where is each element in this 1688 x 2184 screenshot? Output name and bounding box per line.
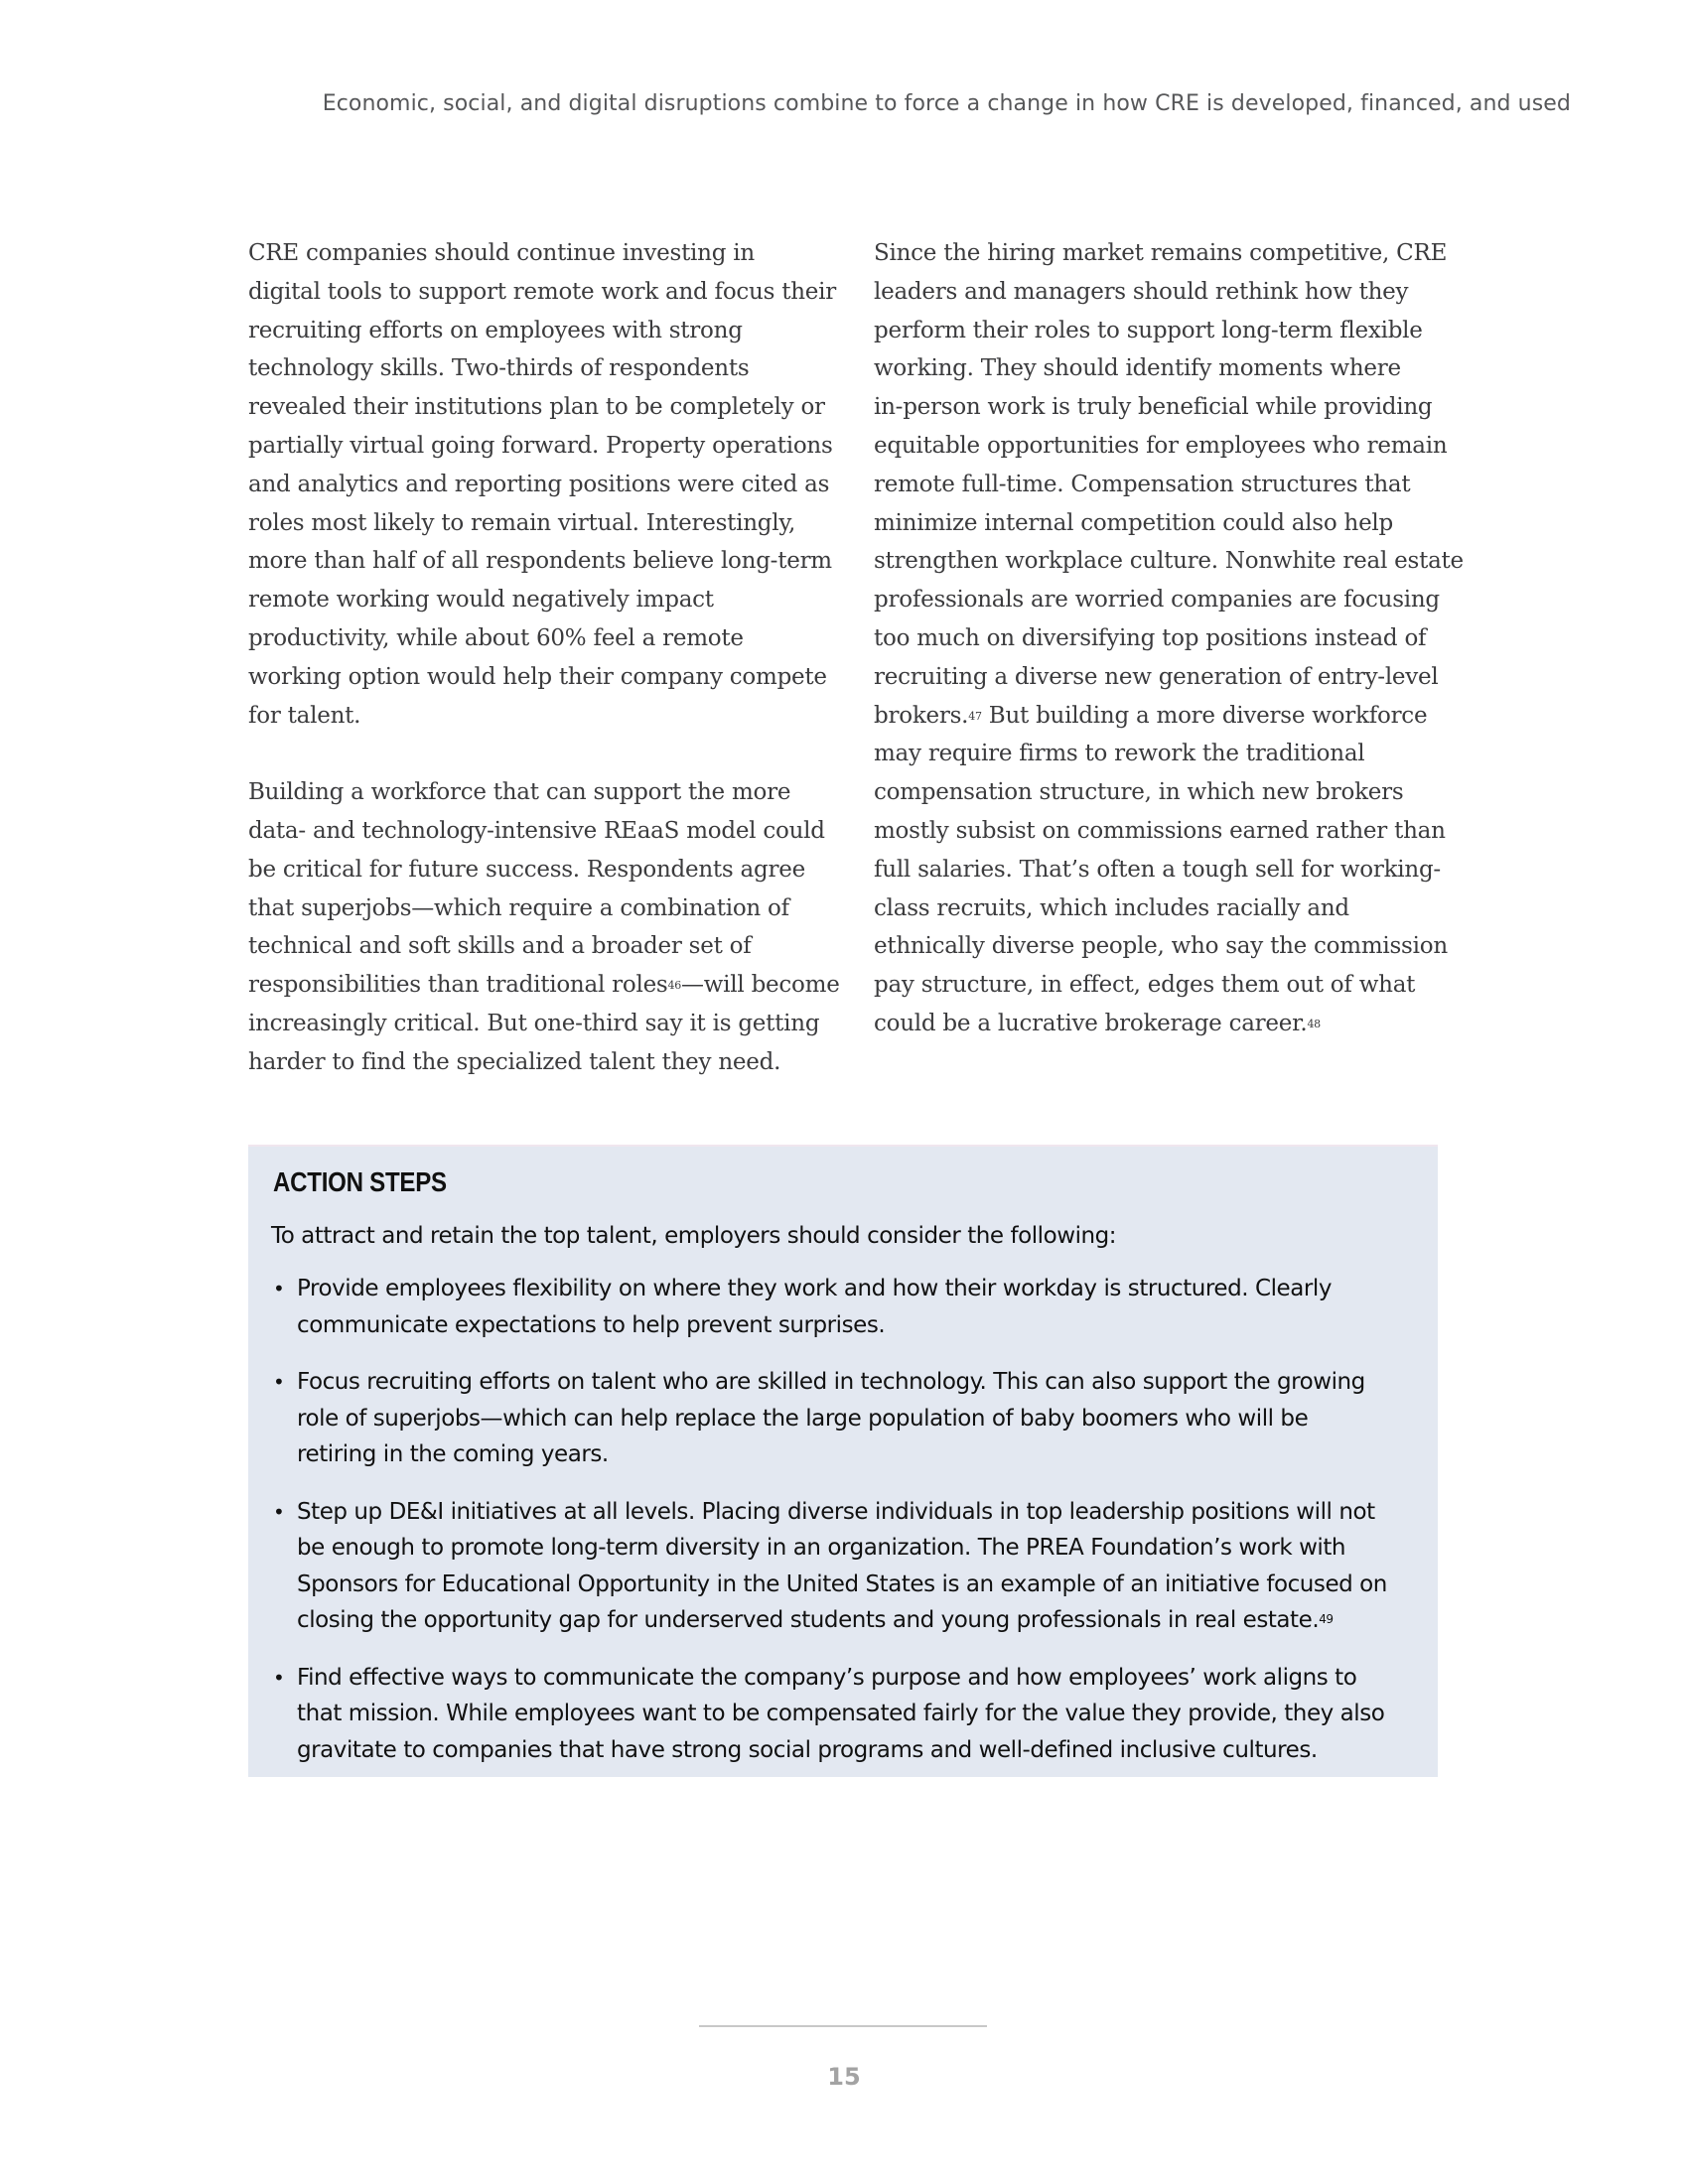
bullet-icon: • — [273, 1499, 285, 1524]
page-number: 15 — [827, 2063, 861, 2091]
text-line: retiring in the coming years. — [297, 1441, 609, 1467]
text-line — [874, 697, 1450, 736]
text-fragment: brokers. — [874, 702, 969, 729]
text-line: and analytics and reporting positions were cited as — [248, 471, 830, 497]
text-line: compensation structure, in which new brokers — [874, 779, 1404, 806]
text-line: working. They should identify moments where — [874, 355, 1401, 382]
text-line: mostly subsist on commissions earned rather than — [874, 817, 1446, 844]
text-line: full salaries. That’s often a tough sell for working- — [874, 856, 1441, 883]
footnote-ref-48[interactable]: 48 — [1307, 1017, 1321, 1030]
bullet-icon: • — [273, 1370, 285, 1394]
text-line — [874, 1005, 1450, 1043]
text-line: digital tools to support remote work and focus their — [248, 278, 836, 305]
text-line: strengthen workplace culture. Nonwhite real estate — [874, 548, 1464, 575]
text-line: productivity, while about 60% feel a remote — [248, 624, 744, 651]
text-line: CRE companies should continue investing in — [248, 240, 755, 266]
list-item — [271, 1494, 1423, 1639]
text-line — [248, 966, 840, 1005]
text-fragment: responsibilities than traditional roles — [248, 972, 668, 999]
left-paragraph-2 — [248, 773, 840, 1081]
text-line: gravitate to companies that have strong social programs and well-defined inclusive cultures. — [297, 1736, 1318, 1763]
text-line: professionals are worried companies are focusing — [874, 587, 1440, 614]
text-line: in-person work is truly beneficial while providing — [874, 394, 1433, 421]
left-column — [248, 234, 840, 1082]
text-line: Step up DE&I initiatives at all levels. Placing diverse individuals in top leadership positions will not — [297, 1498, 1375, 1525]
text-line: pay structure, in effect, edges them out of what — [874, 972, 1416, 999]
text-line: remote working would negatively impact — [248, 587, 714, 614]
text-line: ethnically diverse people, who say the commission — [874, 933, 1448, 960]
text-line: remote full-time. Compensation structures that — [874, 471, 1411, 497]
text-line: harder to find the specialized talent they need. — [248, 1048, 781, 1075]
text-line: Provide employees flexibility on where they work and how their workday is structured. Clearly — [297, 1276, 1332, 1301]
bullet-icon: • — [273, 1277, 285, 1300]
text-line: be critical for future success. Respondents agree — [248, 856, 805, 883]
text-line: minimize internal competition could also help — [874, 509, 1394, 536]
text-line: may require firms to rework the traditional — [874, 741, 1365, 767]
list-item — [271, 1271, 1423, 1343]
footer-divider — [699, 2025, 987, 2027]
text-line: perform their roles to support long-term flexible — [874, 317, 1423, 343]
text-line: for talent. — [248, 702, 361, 729]
action-steps-title: ACTION STEPS — [273, 1166, 447, 1197]
text-fragment: But building a more diverse workforce — [981, 702, 1428, 729]
text-line: recruiting efforts on employees with strong — [248, 317, 743, 343]
text-line: Building a workforce that can support the more — [248, 779, 791, 806]
action-steps-box — [248, 1145, 1438, 1777]
footnote-ref-47[interactable]: 47 — [968, 709, 982, 723]
text-line: Focus recruiting efforts on talent who are skilled in technology. This can also support the growing — [297, 1369, 1365, 1395]
text-line: role of superjobs—which can help replace the large population of baby boomers who will be — [297, 1405, 1309, 1432]
text-fragment: could be a lucrative brokerage career. — [874, 1010, 1308, 1036]
text-fragment: —will become — [681, 972, 840, 999]
text-fragment: closing the opportunity gap for underserved students and young professionals in real estate. — [297, 1607, 1320, 1633]
text-line: that mission. While employees want to be compensated fairly for the value they provide, they also — [297, 1701, 1385, 1726]
text-line: working option would help their company compete — [248, 663, 827, 690]
right-paragraph — [874, 234, 1464, 1043]
footnote-ref-49[interactable]: 49 — [1319, 1612, 1334, 1626]
bullet-icon: • — [273, 1665, 285, 1690]
running-header: Economic, social, and digital disruptions combine to force a change in how CRE is developed, financed, and used — [322, 91, 1571, 116]
text-line: increasingly critical. But one-third say it is getting — [248, 1010, 820, 1036]
text-line: Find effective ways to communicate the company’s purpose and how employees’ work aligns to — [297, 1664, 1357, 1691]
text-line: roles most likely to remain virtual. Interestingly, — [248, 509, 796, 536]
text-line: technology skills. Two-thirds of respondents — [248, 355, 750, 382]
text-line: Sponsors for Educational Opportunity in the United States is an example of an initiative focused on — [297, 1570, 1387, 1597]
text-line: leaders and managers should rethink how they — [874, 278, 1409, 305]
text-line: equitable opportunities for employees who remain — [874, 432, 1448, 459]
footnote-ref-46[interactable]: 46 — [667, 979, 681, 993]
text-line: technical and soft skills and a broader set of — [248, 933, 752, 960]
text-line: partially virtual going forward. Property operations — [248, 432, 833, 459]
right-column — [874, 234, 1464, 1043]
text-line: class recruits, which includes racially and — [874, 894, 1349, 921]
text-line: recruiting a diverse new generation of entry-level — [874, 663, 1439, 690]
text-line: be enough to promote long-term diversity in an organization. The PREA Foundation’s work with — [297, 1535, 1346, 1561]
list-item — [271, 1364, 1423, 1473]
text-line: revealed their institutions plan to be completely or — [248, 394, 825, 421]
text-line: Since the hiring market remains competitive, CRE — [874, 240, 1448, 266]
list-item — [271, 1660, 1423, 1769]
action-steps-intro: To attract and retain the top talent, employers should consider the following: — [271, 1223, 1117, 1249]
text-line: that superjobs—which require a combination of — [248, 894, 789, 921]
text-line: too much on diversifying top positions instead of — [874, 624, 1427, 651]
text-line: communicate expectations to help prevent surprises. — [297, 1311, 886, 1338]
action-steps-list — [271, 1271, 1423, 1789]
left-paragraph-1 — [248, 234, 836, 735]
text-line: more than half of all respondents believe long-term — [248, 548, 832, 575]
text-line — [297, 1602, 1423, 1639]
text-line: data- and technology-intensive REaaS model could — [248, 817, 825, 844]
